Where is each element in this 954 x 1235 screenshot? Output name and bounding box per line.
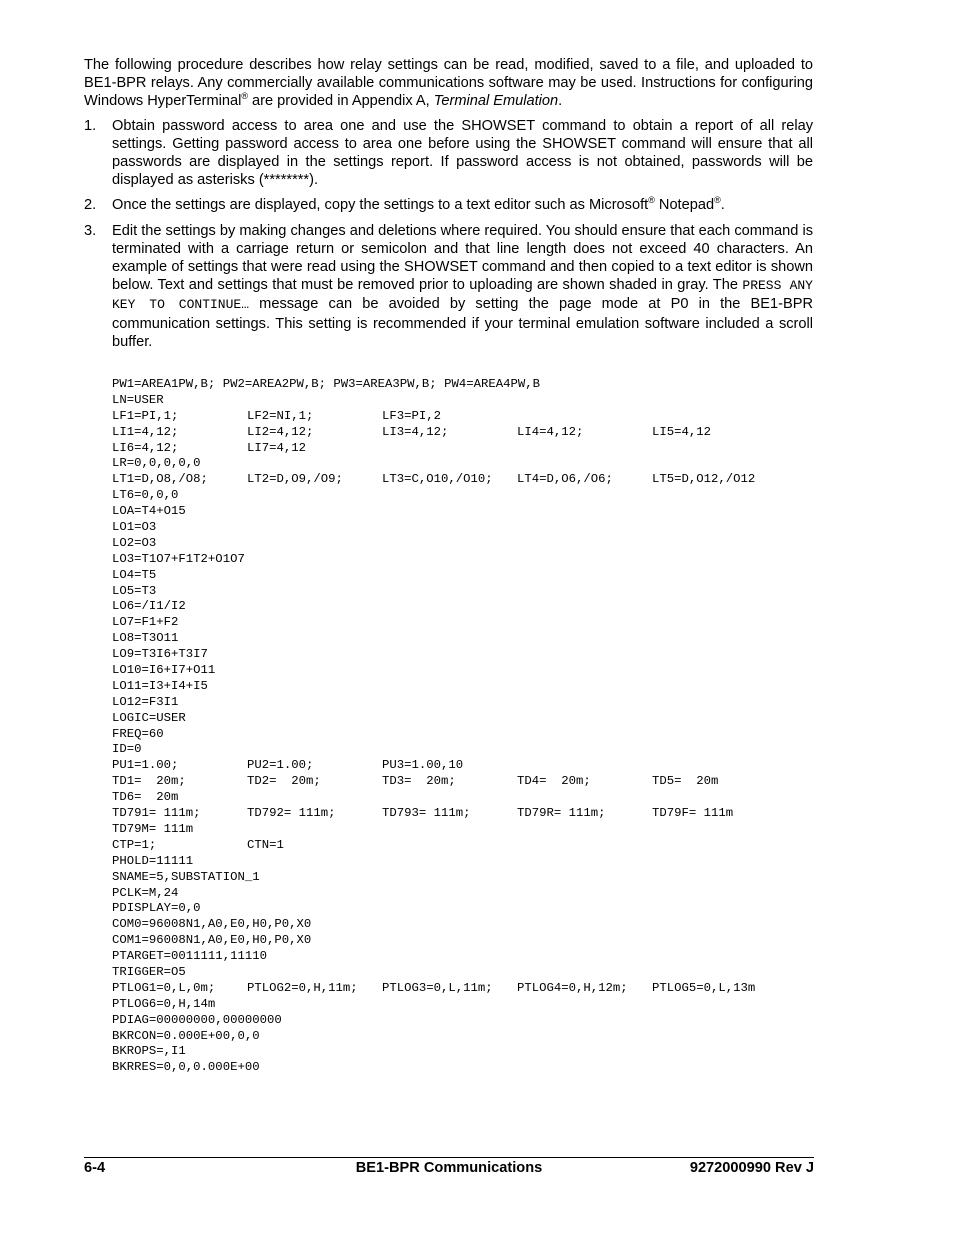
settings-line xyxy=(112,584,755,600)
setting-entry: LO11=I3+I4+I5 xyxy=(112,678,208,693)
step-number: 2. xyxy=(84,197,97,214)
step-number: 1. xyxy=(84,117,97,134)
setting-entry: PDIAG=00000000,00000000 xyxy=(112,1012,282,1027)
appendix-title: Terminal Emulation xyxy=(433,93,559,110)
setting-entry: LT4=D,O6,/O6; xyxy=(517,472,613,487)
settings-line xyxy=(112,456,755,472)
settings-line xyxy=(112,520,755,536)
setting-entry: PTLOG2=0,H,11m; xyxy=(247,980,358,995)
setting-entry: TD3= 20m; xyxy=(382,774,456,789)
intro-paragraph xyxy=(84,56,813,111)
settings-line xyxy=(112,1013,755,1029)
registered-mark: ® xyxy=(648,195,655,206)
settings-line xyxy=(112,631,755,647)
settings-line xyxy=(112,997,755,1013)
setting-entry: TD1= 20m; xyxy=(112,774,186,789)
setting-entry: PW1=AREA1PW,B; PW2=AREA2PW,B; PW3=AREA3PW,B; PW4=AREA4PW,B xyxy=(112,377,541,391)
setting-entry: TD79M= 111m xyxy=(112,821,194,836)
setting-entry: TD2= 20m; xyxy=(247,774,321,789)
setting-entry: PDISPLAY=0,0 xyxy=(112,901,201,916)
settings-line xyxy=(112,536,755,552)
settings-line xyxy=(112,711,755,727)
setting-entry: LI4=4,12; xyxy=(517,424,584,439)
setting-entry: COM1=96008N1,A0,E0,H0,P0,X0 xyxy=(112,933,312,948)
step-text: Edit the settings by making changes and deletions where required. You should ensure that each command is terminated with a carriage return or semicolon and that line length does not exceed 40 characters. An example of settings that were read using the SHOWSET command and then copied to a text editor is shown below. Text and settings that must be removed prior to uploading are shown shaded in gray. The xyxy=(112,222,813,294)
settings-line xyxy=(112,488,755,504)
setting-entry: LT5=D,O12,/O12 xyxy=(652,472,756,487)
settings-line xyxy=(112,568,755,584)
setting-entry: PU1=1.00; xyxy=(112,758,179,773)
setting-entry: TD79F= 111m xyxy=(652,806,734,821)
setting-entry: LN=USER xyxy=(112,392,164,407)
settings-line xyxy=(112,1029,755,1045)
step-text: . xyxy=(720,197,725,214)
setting-entry: LI3=4,12; xyxy=(382,424,449,439)
setting-entry: TD793= 111m; xyxy=(382,806,471,821)
setting-entry: LI2=4,12; xyxy=(247,424,314,439)
settings-line xyxy=(112,727,755,743)
page-footer xyxy=(84,1160,814,1178)
setting-entry: LOA=T4+O15 xyxy=(112,504,186,519)
setting-entry: LI7=4,12 xyxy=(247,440,307,455)
settings-line xyxy=(112,695,755,711)
settings-line xyxy=(112,504,755,520)
settings-line xyxy=(112,425,755,441)
registered-mark: ® xyxy=(714,195,721,206)
setting-entry: ID=0 xyxy=(112,742,142,757)
settings-line xyxy=(112,1060,755,1076)
setting-entry: CTP=1; xyxy=(112,837,157,852)
setting-entry: LR=0,0,0,0,0 xyxy=(112,456,201,471)
step-text: Notepad xyxy=(654,197,715,214)
setting-entry: TD792= 111m; xyxy=(247,806,336,821)
setting-entry: LT6=0,0,0 xyxy=(112,488,179,503)
settings-line xyxy=(112,917,755,933)
setting-entry: PTLOG6=0,H,14m xyxy=(112,996,216,1011)
setting-entry: PHOLD=11111 xyxy=(112,853,194,868)
setting-entry: BKRCON=0.000E+00,0,0 xyxy=(112,1028,260,1043)
setting-entry: PTLOG1=0,L,0m; xyxy=(112,980,216,995)
setting-entry: LO12=F3I1 xyxy=(112,694,179,709)
settings-line xyxy=(112,663,755,679)
settings-line xyxy=(112,552,755,568)
settings-line xyxy=(112,774,755,790)
settings-line xyxy=(112,409,755,425)
setting-entry: LI1=4,12; xyxy=(112,424,179,439)
setting-entry: PTARGET=0011111,11110 xyxy=(112,949,267,964)
settings-line xyxy=(112,901,755,917)
intro-period: . xyxy=(558,93,563,110)
setting-entry: LI6=4,12; xyxy=(112,440,179,455)
step-2 xyxy=(84,196,813,214)
setting-entry: PCLK=M,24 xyxy=(112,885,179,900)
setting-entry: LO3=T1O7+F1T2+O1O7 xyxy=(112,551,245,566)
setting-entry: BKRRES=0,0,0.000E+00 xyxy=(112,1060,260,1075)
setting-entry: PU2=1.00; xyxy=(247,758,314,773)
setting-entry: TD6= 20m xyxy=(112,790,179,805)
setting-entry: CTN=1 xyxy=(247,837,284,852)
settings-line xyxy=(112,981,755,997)
setting-entry: LO1=O3 xyxy=(112,520,157,535)
setting-entry: LT1=D,O8,/O8; xyxy=(112,472,208,487)
page-number: 6-4 xyxy=(84,1160,106,1176)
settings-line xyxy=(112,1044,755,1060)
settings-line xyxy=(112,949,755,965)
setting-entry: PTLOG5=0,L,13m xyxy=(652,980,756,995)
setting-entry: PTLOG3=0,L,11m; xyxy=(382,980,493,995)
page-body xyxy=(84,56,813,358)
step-3 xyxy=(84,222,813,351)
intro-text: The following procedure describes how relay settings can be read, modified, saved to a file, and uploaded to BE1-BPR relays. Any commercially available communications software may be used. Instructions for configuring Windows HyperTerminal xyxy=(84,57,813,110)
setting-entry: LO4=T5 xyxy=(112,567,157,582)
step-text: Obtain password access to area one and use the SHOWSET command to obtain a report of all relay settings. Getting password access to area one before using the SHOWSET command will ensure that all passwords are displayed in the settings report. If password access is not obtained, passwords will be displayed as asterisks (********). xyxy=(112,117,813,189)
registered-mark: ® xyxy=(241,91,248,102)
setting-entry: TD5= 20m xyxy=(652,774,719,789)
settings-line xyxy=(112,615,755,631)
settings-line xyxy=(112,758,755,774)
setting-entry: LO9=T3I6+T3I7 xyxy=(112,647,208,662)
settings-line xyxy=(112,822,755,838)
document-number: 9272000990 Rev J xyxy=(689,1160,814,1176)
settings-line xyxy=(112,933,755,949)
setting-entry: LO2=O3 xyxy=(112,535,157,550)
settings-line xyxy=(112,870,755,886)
settings-line xyxy=(112,393,755,409)
setting-entry: SNAME=5,SUBSTATION_1 xyxy=(112,869,260,884)
settings-line xyxy=(112,854,755,870)
setting-entry: LO7=F1+F2 xyxy=(112,615,179,630)
setting-entry: LO5=T3 xyxy=(112,583,157,598)
setting-entry: LO8=T3O11 xyxy=(112,631,179,646)
setting-entry: LO6=/I1/I2 xyxy=(112,599,186,614)
footer-title: BE1-BPR Communications xyxy=(355,1160,543,1176)
setting-entry: TD4= 20m; xyxy=(517,774,591,789)
setting-entry: LF2=NI,1; xyxy=(247,408,314,423)
settings-line xyxy=(112,472,755,488)
setting-entry: TD79R= 111m; xyxy=(517,806,606,821)
settings-listing xyxy=(112,377,755,1076)
setting-entry: LF3=PI,2 xyxy=(382,408,442,423)
step-number: 3. xyxy=(84,222,97,239)
footer-rule xyxy=(84,1157,814,1158)
settings-line xyxy=(112,441,755,457)
settings-line xyxy=(112,742,755,758)
setting-entry: LI5=4,12 xyxy=(652,424,712,439)
setting-entry: LT2=D,O9,/O9; xyxy=(247,472,343,487)
settings-line xyxy=(112,679,755,695)
setting-entry: PU3=1.00,10 xyxy=(382,758,464,773)
settings-line xyxy=(112,965,755,981)
setting-entry: FREQ=60 xyxy=(112,726,164,741)
setting-entry: TRIGGER=O5 xyxy=(112,964,186,979)
setting-entry: COM0=96008N1,A0,E0,H0,P0,X0 xyxy=(112,917,312,932)
settings-line xyxy=(112,886,755,902)
settings-line xyxy=(112,599,755,615)
setting-entry: BKROPS=,I1 xyxy=(112,1044,186,1059)
settings-line xyxy=(112,647,755,663)
setting-entry: LOGIC=USER xyxy=(112,710,186,725)
procedure-steps xyxy=(84,117,813,351)
setting-entry: PTLOG4=0,H,12m; xyxy=(517,980,628,995)
press-any-key-message: PRESS ANY KEY TO CONTINUE… xyxy=(112,278,813,313)
settings-line xyxy=(112,790,755,806)
setting-entry: LT3=C,O10,/O10; xyxy=(382,472,493,487)
setting-entry: TD791= 111m; xyxy=(112,806,201,821)
intro-text-2: are provided in Appendix A, xyxy=(247,93,434,110)
settings-line xyxy=(112,377,755,393)
setting-entry: LF1=PI,1; xyxy=(112,408,179,423)
step-text: Once the settings are displayed, copy the settings to a text editor such as Microsoft xyxy=(112,197,649,214)
settings-line xyxy=(112,838,755,854)
step-1 xyxy=(84,117,813,190)
setting-entry: LO10=I6+I7+O11 xyxy=(112,663,216,678)
step-text: message can be avoided by setting the page mode at P0 in the BE1-BPR communication settings. This setting is recommended if your terminal emulation software included a scroll buffer. xyxy=(112,296,813,350)
settings-line xyxy=(112,806,755,822)
